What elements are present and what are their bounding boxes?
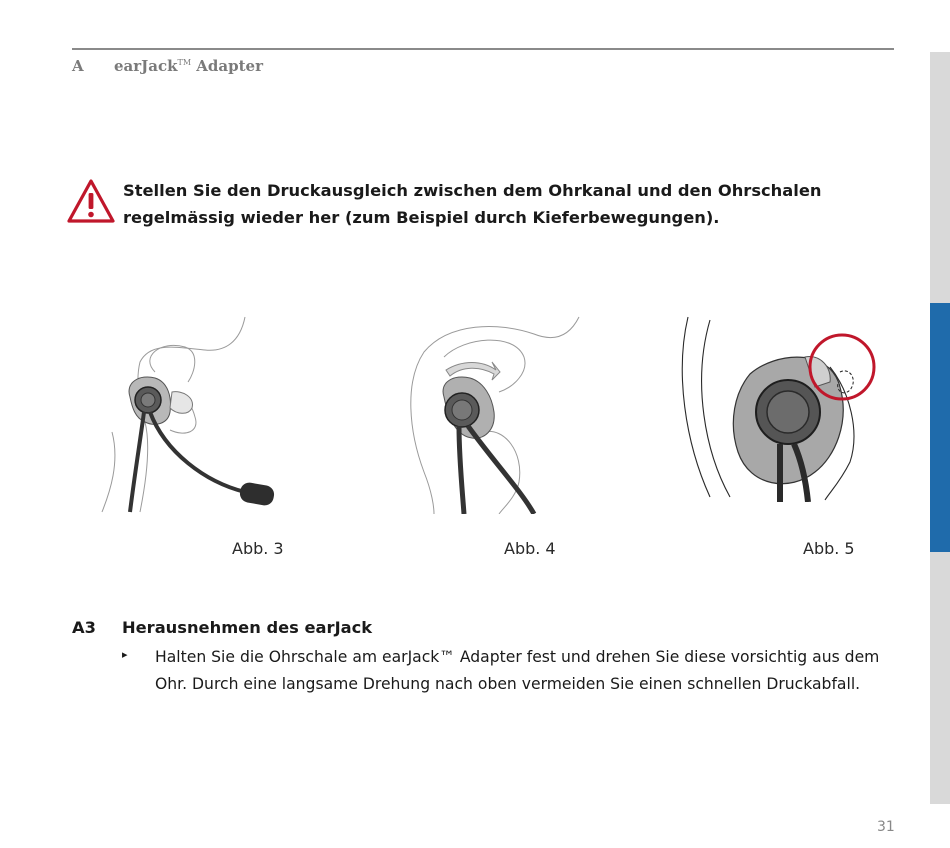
figure-4-caption: Abb. 4 bbox=[504, 539, 556, 558]
bullet-triangle-icon: ▸ bbox=[122, 648, 128, 661]
running-header bbox=[72, 57, 263, 75]
page-number: 31 bbox=[877, 819, 895, 835]
section-title: Herausnehmen des earJack bbox=[122, 618, 373, 637]
warning-triangle-icon bbox=[66, 178, 116, 224]
figure-4-illustration bbox=[404, 312, 584, 514]
figure-3-caption: Abb. 3 bbox=[232, 539, 284, 558]
trademark-mark: TM bbox=[177, 58, 192, 67]
section-number: A3 bbox=[72, 618, 96, 637]
header-rule bbox=[72, 48, 894, 50]
bullet-text: Halten Sie die Ohrschale am earJack™ Adapter fest und drehen Sie diese vorsichtig aus dem Ohr. Durch eine langsame Drehung nach oben vermeiden Sie einen schnellen Druckabfall. bbox=[155, 648, 880, 693]
warning-text: Stellen Sie den Druckausgleich zwischen dem Ohrkanal und den Ohrschalen regelmässig wieder her (zum Beispiel durch Kieferbewegungen). bbox=[123, 181, 822, 227]
header-title-suffix: Adapter bbox=[191, 57, 263, 75]
header-title: earJack bbox=[114, 57, 178, 75]
figure-5-illustration bbox=[680, 312, 880, 502]
figure-5-caption: Abb. 5 bbox=[803, 539, 855, 558]
figure-3-illustration bbox=[100, 312, 290, 514]
chapter-side-tab-active bbox=[930, 303, 950, 552]
chapter-letter: A bbox=[72, 57, 84, 75]
